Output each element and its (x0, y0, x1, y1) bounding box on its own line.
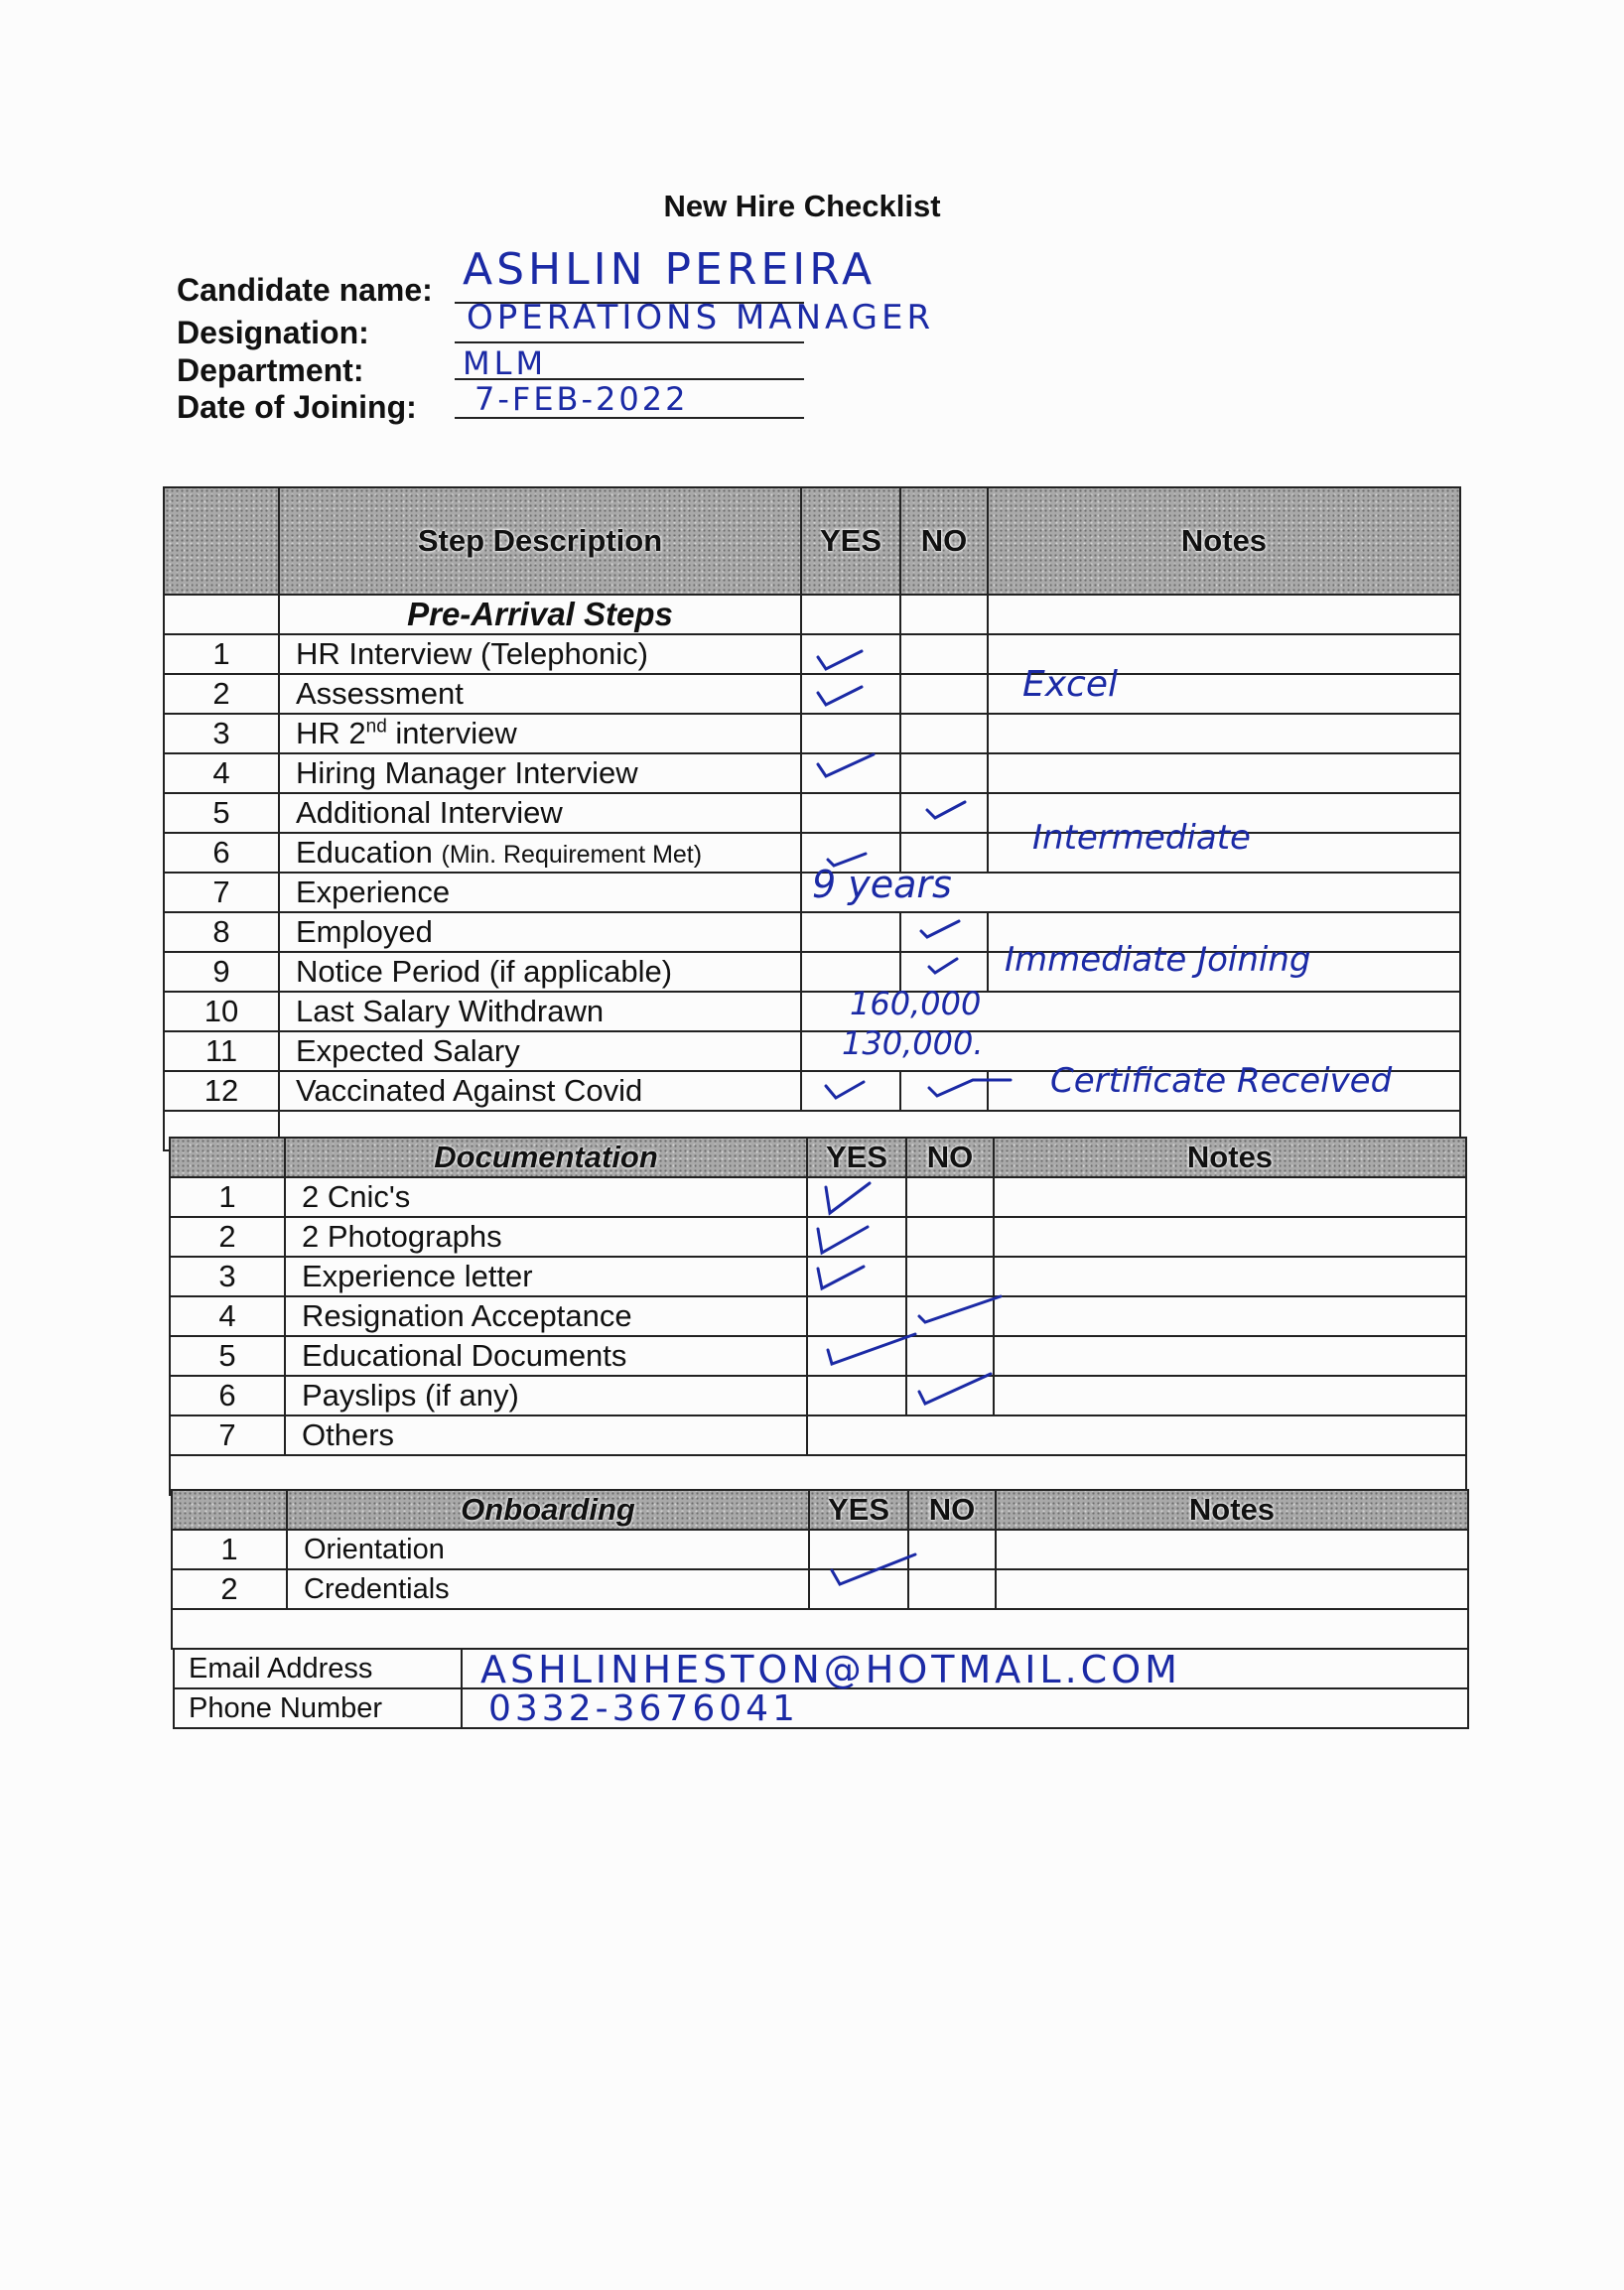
table-row (170, 1415, 1466, 1455)
check-icon (917, 1300, 965, 1326)
table-row (170, 1336, 1466, 1376)
row-description: Hiring Manager Interview (279, 753, 801, 793)
row-number: 6 (164, 833, 279, 873)
yes-cell[interactable] (801, 912, 900, 952)
row-number: 4 (170, 1296, 285, 1336)
check-icon (816, 1227, 864, 1253)
blank-cell (172, 1609, 1468, 1649)
row-description: Experience letter (285, 1257, 807, 1296)
notice-period-note: Immediate Joining (1005, 940, 1311, 980)
spacer-row (172, 1609, 1468, 1649)
check-icon (927, 1074, 975, 1100)
phone-value: 0332-3676041 (488, 1688, 799, 1729)
row-description: Last Salary Withdrawn (279, 992, 801, 1031)
notes-cell[interactable] (994, 1376, 1466, 1415)
department-label: Department: (177, 352, 364, 388)
documentation-table (169, 1137, 1467, 1496)
notes-cell[interactable] (994, 1217, 1466, 1257)
blank-cell (164, 595, 279, 634)
designation-line (455, 341, 804, 343)
header-no: NO (906, 1138, 994, 1177)
row-number: 5 (164, 793, 279, 833)
row-number: 12 (164, 1071, 279, 1111)
header-onboarding: Onboarding (287, 1490, 809, 1530)
row-number: 3 (170, 1257, 285, 1296)
check-icon (927, 953, 975, 979)
row-number: 8 (164, 912, 279, 952)
notes-cell[interactable] (996, 1569, 1468, 1609)
no-cell[interactable] (908, 1530, 996, 1569)
pre-arrival-section-row (164, 595, 1460, 634)
row-number: 7 (164, 873, 279, 912)
row-description: Resignation Acceptance (285, 1296, 807, 1336)
notes-cell[interactable] (988, 753, 1460, 793)
phone-row (174, 1688, 1468, 1728)
check-icon (919, 917, 967, 943)
header-number-cell (164, 487, 279, 595)
form-title: New Hire Checklist (663, 189, 941, 223)
header-no: NO (900, 487, 988, 595)
check-icon (824, 1187, 872, 1213)
header-notes: Notes (996, 1490, 1468, 1530)
candidate-name-value: ASHLIN PEREIRA (463, 244, 877, 295)
blank-cell (988, 595, 1460, 634)
designation-value: OPERATIONS MANAGER (467, 298, 935, 337)
header-number-cell (172, 1490, 287, 1530)
row-description: 2 Cnic's (285, 1177, 807, 1217)
row-number: 9 (164, 952, 279, 992)
row-number: 7 (170, 1415, 285, 1455)
row-number: 3 (164, 714, 279, 753)
yes-cell[interactable] (801, 793, 900, 833)
row-number: 11 (164, 1031, 279, 1071)
check-icon (816, 683, 864, 709)
table-row (164, 992, 1460, 1031)
notes-cell[interactable] (996, 1530, 1468, 1569)
row-number: 2 (164, 674, 279, 714)
table-row (164, 714, 1460, 753)
email-value: ASHLINHESTON@HOTMAIL.COM (480, 1648, 1181, 1691)
phone-label: Phone Number (174, 1688, 462, 1728)
candidate-name-label: Candidate name: (177, 272, 433, 308)
table-row (170, 1376, 1466, 1415)
header-number-cell (170, 1138, 285, 1177)
table-row (164, 753, 1460, 793)
no-cell[interactable] (900, 634, 988, 674)
notes-cell[interactable] (994, 1336, 1466, 1376)
last-salary-value: 160,000 (850, 985, 982, 1022)
check-icon (826, 1340, 874, 1366)
notes-cell[interactable] (994, 1296, 1466, 1336)
notes-cell[interactable] (994, 1177, 1466, 1217)
no-cell[interactable] (906, 1257, 994, 1296)
row-description: Expected Salary (279, 1031, 801, 1071)
pre-arrival-section-title: Pre-Arrival Steps (279, 595, 801, 634)
row-number: 1 (172, 1530, 287, 1569)
header-no: NO (908, 1490, 996, 1530)
pre-arrival-table (163, 486, 1461, 1151)
vaccination-note: Certificate Received (1050, 1061, 1393, 1101)
row-description: Notice Period (if applicable) (279, 952, 801, 992)
no-cell[interactable] (906, 1217, 994, 1257)
blank-cell (900, 595, 988, 634)
row-number: 5 (170, 1336, 285, 1376)
yes-cell[interactable] (807, 1376, 906, 1415)
row-description: Additional Interview (279, 793, 801, 833)
table-row (172, 1530, 1468, 1569)
expected-salary-value: 130,000. (842, 1024, 984, 1062)
check-icon (816, 647, 864, 673)
onboarding-table (171, 1489, 1469, 1650)
designation-label: Designation: (177, 315, 369, 350)
row-description: Assessment (279, 674, 801, 714)
row-description: Employed (279, 912, 801, 952)
row-description: Vaccinated Against Covid (279, 1071, 801, 1111)
header-step-description: Step Description (279, 487, 801, 595)
check-icon (816, 1263, 864, 1288)
table-row (164, 793, 1460, 833)
row-number: 2 (172, 1569, 287, 1609)
pre-arrival-header-row (164, 487, 1460, 595)
check-icon (824, 1076, 872, 1102)
table-row (170, 1177, 1466, 1217)
header-documentation: Documentation (285, 1138, 807, 1177)
row-description: HR 2nd interview (279, 714, 801, 753)
row-description: Credentials (287, 1569, 809, 1609)
table-row (172, 1569, 1468, 1609)
no-cell[interactable] (900, 674, 988, 714)
header-notes: Notes (994, 1138, 1466, 1177)
check-icon (917, 1380, 965, 1406)
no-cell[interactable] (908, 1569, 996, 1609)
row-description: Others (285, 1415, 807, 1455)
header-yes: YES (809, 1490, 908, 1530)
header-yes: YES (801, 487, 900, 595)
documentation-header-row (170, 1138, 1466, 1177)
check-icon (830, 1560, 878, 1586)
check-icon (816, 754, 864, 780)
yes-cell[interactable] (807, 1296, 906, 1336)
date-of-joining-label: Date of Joining: (177, 389, 417, 425)
no-cell[interactable] (906, 1177, 994, 1217)
table-row (164, 674, 1460, 714)
others-value-cell[interactable] (807, 1415, 1466, 1455)
check-icon (826, 846, 874, 872)
yes-cell[interactable] (801, 714, 900, 753)
row-number: 6 (170, 1376, 285, 1415)
row-number: 1 (170, 1177, 285, 1217)
assessment-note: Excel (1022, 664, 1118, 705)
row-number: 4 (164, 753, 279, 793)
department-value: MLM (463, 344, 548, 382)
row-number: 2 (170, 1217, 285, 1257)
table-row (164, 634, 1460, 674)
row-description: Experience (279, 873, 801, 912)
no-cell[interactable] (900, 753, 988, 793)
header-yes: YES (807, 1138, 906, 1177)
table-row (170, 1296, 1466, 1336)
row-number: 1 (164, 634, 279, 674)
check-icon (925, 796, 973, 822)
no-cell[interactable] (906, 1336, 994, 1376)
no-cell[interactable] (900, 714, 988, 753)
row-description: Education (Min. Requirement Met) (279, 833, 801, 873)
email-label: Email Address (174, 1649, 462, 1688)
education-note: Intermediate (1032, 818, 1251, 858)
header-notes: Notes (988, 487, 1460, 595)
date-of-joining-value: 7-FEB-2022 (474, 380, 689, 418)
notes-cell[interactable] (994, 1257, 1466, 1296)
row-number: 10 (164, 992, 279, 1031)
experience-value: 9 years (812, 863, 952, 906)
onboarding-header-row (172, 1490, 1468, 1530)
row-description: 2 Photographs (285, 1217, 807, 1257)
blank-cell (801, 595, 900, 634)
row-description: Educational Documents (285, 1336, 807, 1376)
notes-cell[interactable] (988, 714, 1460, 753)
row-description: Orientation (287, 1530, 809, 1569)
row-description: HR Interview (Telephonic) (279, 634, 801, 674)
row-description: Payslips (if any) (285, 1376, 807, 1415)
